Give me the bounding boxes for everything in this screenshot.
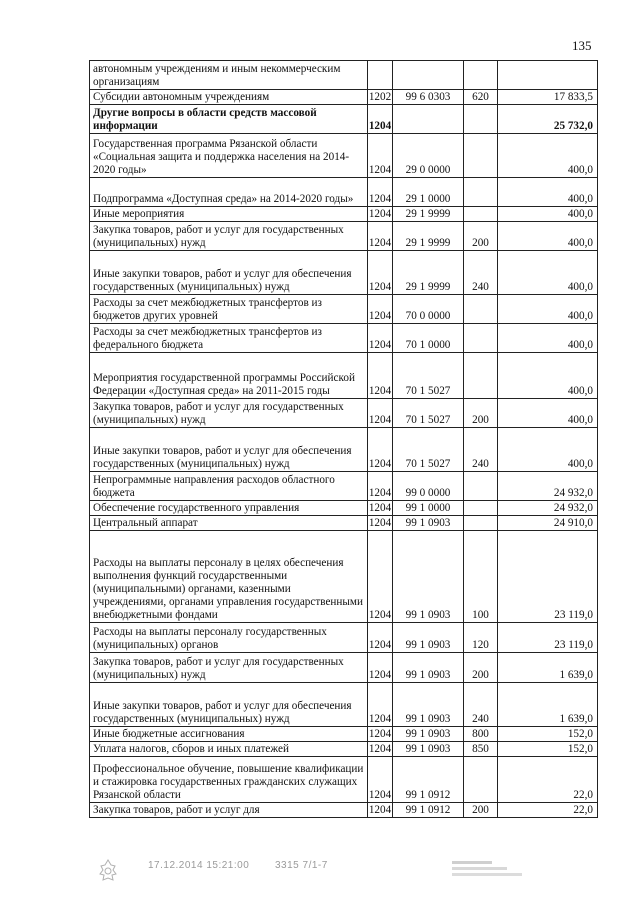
row-article-cell: 99 1 0912 [393,757,464,803]
row-sum-cell: 400,0 [498,251,598,295]
row-sum-cell: 1 639,0 [498,653,598,683]
row-sum-cell: 23 119,0 [498,623,598,653]
table-row [90,90,598,105]
row-name-cell: Иные мероприятия [90,207,368,222]
row-expense-type-cell: 100 [464,531,498,623]
row-article-cell: 99 1 0903 [393,531,464,623]
row-article-cell: 70 1 5027 [393,399,464,428]
row-name-cell: Иные бюджетные ассигнования [90,727,368,742]
table-row [90,683,598,727]
row-article-cell: 99 1 0903 [393,727,464,742]
row-sum-cell: 400,0 [498,428,598,472]
row-sum-cell: 152,0 [498,727,598,742]
row-expense-type-cell [464,353,498,399]
row-article-cell: 99 1 0903 [393,623,464,653]
row-sum-cell: 25 732,0 [498,105,598,134]
row-name-cell: Расходы на выплаты персоналу в целях обеспечения выполнения функций государственными (муниципальными) органами, казенными учреждениями, органами управления государственными внебюджетными фондами [90,531,368,623]
row-expense-type-cell [464,516,498,531]
row-sum-cell: 400,0 [498,399,598,428]
table-row [90,757,598,803]
row-sum-cell: 400,0 [498,324,598,353]
row-name-cell: Непрограммные направления расходов областного бюджета [90,472,368,501]
row-section-cell: 1204 [368,295,393,324]
row-expense-type-cell [464,757,498,803]
row-name-cell: Закупка товаров, работ и услуг для государственных (муниципальных) нужд [90,399,368,428]
table-row [90,531,598,623]
row-section-cell: 1204 [368,251,393,295]
row-article-cell: 99 6 0303 [393,90,464,105]
row-name-cell: Расходы за счет межбюджетных трансфертов из федерального бюджета [90,324,368,353]
row-sum-cell: 24 932,0 [498,501,598,516]
row-section-cell: 1204 [368,728,392,740]
page-number: 135 [572,38,592,53]
row-article-cell: 99 1 0903 [393,516,464,531]
row-section-cell: 1204 [368,531,393,623]
row-article-cell: 29 1 0000 [393,178,464,207]
row-sum-cell: 1 639,0 [498,683,598,727]
row-sum-cell: 17 833,5 [498,90,598,105]
row-name-cell: Иные закупки товаров, работ и услуг для обеспечения государственных (муниципальных) нужд [90,683,368,727]
row-expense-type-cell [464,61,498,90]
row-article-cell: 70 1 5027 [393,428,464,472]
row-sum-cell: 22,0 [498,757,598,803]
row-sum-cell [498,61,598,90]
row-section-cell: 1204 [368,623,393,653]
row-expense-type-cell [464,105,498,134]
row-expense-type-cell: 800 [464,727,498,742]
row-sum-cell: 400,0 [498,222,598,251]
row-sum-cell: 152,0 [498,742,598,757]
row-article-cell: 99 1 0000 [393,501,464,516]
row-section-cell: 1204 [368,653,393,683]
row-section-cell: 1204 [368,502,392,514]
row-name-cell: Обеспечение государственного управления [90,501,368,516]
row-article-cell: 99 1 0903 [393,742,464,757]
row-section-cell: 1204 [368,105,393,134]
row-name-cell: Мероприятия государственной программы Российской Федерации «Доступная среда» на 2011-2015 годы [90,353,368,399]
row-sum-cell: 24 910,0 [498,516,598,531]
row-sum-cell: 400,0 [498,353,598,399]
row-name-cell: Субсидии автономным учреждениям [90,90,368,105]
row-expense-type-cell [464,501,498,516]
row-name-cell: автономным учреждениям и иным некоммерческим организациям [90,61,368,90]
row-sum-cell: 23 119,0 [498,531,598,623]
row-article-cell: 99 0 0000 [393,472,464,501]
row-sum-cell: 400,0 [498,178,598,207]
row-name-cell: Расходы на выплаты персоналу государственных (муниципальных) органов [90,623,368,653]
table-row [90,653,598,683]
row-name-cell: Иные закупки товаров, работ и услуг для обеспечения государственных (муниципальных) нужд [90,428,368,472]
row-name-cell: Государственная программа Рязанской области «Социальная защита и поддержка населения на 2014-2020 годы» [90,134,368,178]
table-row [90,295,598,324]
table-row [90,428,598,472]
table-row [90,353,598,399]
row-sum-cell: 24 932,0 [498,472,598,501]
row-article-cell: 29 0 0000 [393,134,464,178]
registration-stamp-icon [450,858,540,880]
table-row [90,623,598,653]
table-row [90,742,598,757]
table-row [90,61,598,90]
table-row [90,324,598,353]
row-section-cell: 1204 [368,178,393,207]
row-section-cell: 1204 [368,208,392,220]
table-body [90,61,598,818]
row-section-cell: 1204 [368,399,393,428]
row-section-cell: 1204 [368,472,393,501]
row-name-cell: Профессиональное обучение, повышение квалификации и стажировка государственных гражданских служащих Рязанской области [90,757,368,803]
row-expense-type-cell [464,178,498,207]
row-expense-type-cell: 120 [464,623,498,653]
table-row [90,222,598,251]
table-row [90,472,598,501]
row-sum-cell: 400,0 [498,207,598,222]
table-row [90,399,598,428]
row-section-cell [368,61,393,90]
row-section-cell: 1204 [368,222,393,251]
row-expense-type-cell: 200 [464,222,498,251]
row-section-cell: 1204 [368,683,393,727]
row-article-cell: 29 1 9999 [393,222,464,251]
row-expense-type-cell: 200 [464,653,498,683]
row-expense-type-cell [464,134,498,178]
table-row [90,803,598,818]
table-row [90,727,598,742]
row-section-cell: 1202 [368,91,392,103]
row-section-cell: 1204 [368,134,393,178]
row-article-cell [393,61,464,90]
row-expense-type-cell [464,472,498,501]
row-section-cell: 1204 [368,804,392,816]
row-expense-type-cell: 200 [464,399,498,428]
row-expense-type-cell: 850 [464,742,498,757]
table-row [90,516,598,531]
row-sum-cell: 22,0 [498,803,598,818]
row-expense-type-cell: 240 [464,683,498,727]
row-sum-cell: 400,0 [498,134,598,178]
row-name-cell: Иные закупки товаров, работ и услуг для обеспечения государственных (муниципальных) нужд [90,251,368,295]
budget-table [89,60,598,818]
row-article-cell [393,105,464,134]
table-row [90,207,598,222]
row-section-cell: 1204 [368,757,393,803]
row-section-cell: 1204 [368,428,393,472]
table-row [90,105,598,134]
row-expense-type-cell: 240 [464,251,498,295]
row-article-cell: 99 1 0903 [393,653,464,683]
row-expense-type-cell [464,324,498,353]
row-article-cell: 70 1 0000 [393,324,464,353]
row-name-cell: Уплата налогов, сборов и иных платежей [90,742,368,757]
row-name-cell: Другие вопросы в области средств массовой информации [90,105,368,134]
row-section-cell: 1204 [368,353,393,399]
row-section-cell: 1204 [368,324,393,353]
footer-doc-code: 3315 7/1-7 [275,860,328,871]
row-article-cell: 70 1 5027 [393,353,464,399]
table-row [90,178,598,207]
row-section-cell: 1204 [368,517,392,529]
row-article-cell: 29 1 9999 [393,251,464,295]
row-article-cell: 70 0 0000 [393,295,464,324]
row-expense-type-cell [464,295,498,324]
row-article-cell: 99 1 0903 [393,683,464,727]
row-name-cell: Расходы за счет межбюджетных трансфертов из бюджетов других уровней [90,295,368,324]
row-name-cell: Подпрограмма «Доступная среда» на 2014-2020 годы» [90,178,368,207]
row-name-cell: Центральный аппарат [90,516,368,531]
row-expense-type-cell: 620 [464,90,498,105]
row-sum-cell: 400,0 [498,295,598,324]
table-row [90,134,598,178]
row-name-cell: Закупка товаров, работ и услуг для государственных (муниципальных) нужд [90,222,368,251]
row-expense-type-cell [464,207,498,222]
row-section-cell: 1204 [368,743,392,755]
page-footer [90,858,590,888]
row-name-cell: Закупка товаров, работ и услуг для государственных (муниципальных) нужд [90,653,368,683]
footer-timestamp: 17.12.2014 15:21:00 [148,860,250,871]
coat-of-arms-icon [95,858,121,884]
row-name-cell: Закупка товаров, работ и услуг для [90,803,368,818]
row-article-cell: 29 1 9999 [393,207,464,222]
row-expense-type-cell: 240 [464,428,498,472]
table-row [90,251,598,295]
row-expense-type-cell: 200 [464,803,498,818]
row-article-cell: 99 1 0912 [393,803,464,818]
table-row [90,501,598,516]
